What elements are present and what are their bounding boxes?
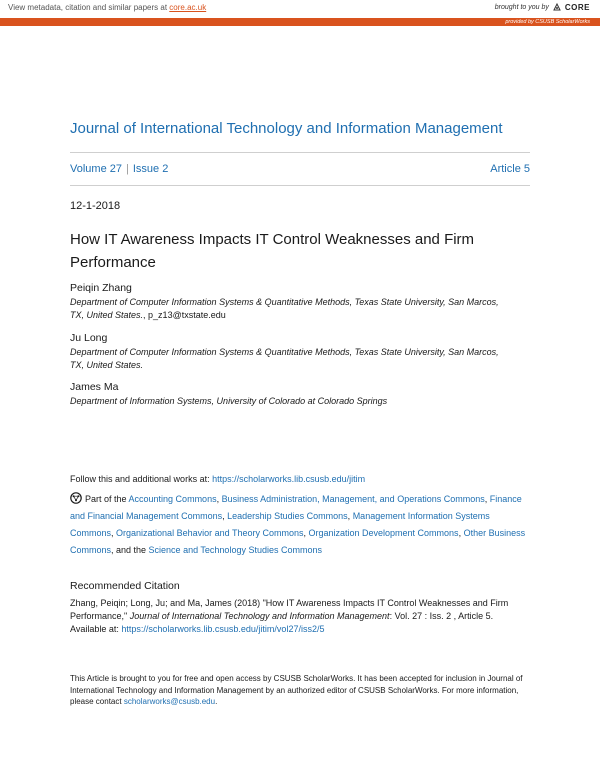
author-name: Peiqin Zhang: [70, 282, 132, 294]
and-the-text: , and the: [111, 545, 149, 555]
core-orange-strip: [0, 18, 600, 26]
issue-link[interactable]: Issue 2: [132, 163, 169, 175]
core-brand: CORE: [564, 2, 590, 12]
citation-text: Zhang, Peiqin; Long, Ju; and Ma, James (2018) "How IT Awareness Impacts IT Control Weaknesses and Firm Performance,": [70, 598, 509, 621]
contact-email-link[interactable]: scholarworks@csusb.edu: [123, 697, 216, 706]
author-name: James Ma: [70, 381, 119, 393]
author-affiliation: [70, 296, 510, 322]
access-notice-end: .: [215, 697, 218, 706]
core-banner: [0, 0, 600, 26]
core-brand-block[interactable]: [495, 2, 590, 12]
commons-link[interactable]: Leadership Studies Commons: [227, 511, 348, 521]
article-title: How IT Awareness Impacts IT Control Weaknesses and Firm Performance: [70, 231, 475, 271]
follow-label: Follow this and additional works at:: [70, 474, 213, 484]
affiliation-text: Department of Computer Information Systems & Quantitative Methods, Texas State University, San Marcos, TX, United States.: [70, 297, 499, 320]
article-link[interactable]: Article 5: [490, 163, 530, 175]
volume-separator: |: [125, 163, 129, 175]
follow-url-link[interactable]: https://scholarworks.lib.csusb.edu/jitim: [212, 474, 366, 484]
commons-link[interactable]: Finance and Financial Management Commons: [70, 494, 522, 521]
disciplines-paragraph: Part of the Accounting Commons, Business Administration, Management, and Operations Commons, Finance and Financial Management Commons, Leadership Studies Commons, Management Information Systems Commons, Organizational Behavior and Theory Commons, Organization Development Commons, Other Business Commons, and the Science and Technology Studies Commons: [70, 494, 526, 555]
follow-line: [70, 474, 365, 484]
volume-row: [70, 163, 530, 175]
recommended-citation-heading: Recommended Citation: [70, 580, 180, 592]
author-affiliation: [70, 395, 510, 408]
commons-link[interactable]: Organization Development Commons: [308, 528, 459, 538]
author-affiliation: [70, 346, 510, 372]
brought-by-text: brought to you by: [494, 3, 549, 11]
divider-bottom: [70, 185, 530, 186]
commons-link[interactable]: Other Business Commons: [70, 528, 526, 555]
commons-link[interactable]: Business Administration, Management, and Operations Commons: [221, 494, 485, 504]
affiliation-text: Department of Information Systems, University of Colorado at Colorado Springs: [70, 396, 388, 406]
available-label: Available at:: [70, 624, 122, 634]
citation-journal: Journal of International Technology and Information Management: [129, 611, 390, 621]
provided-by-text: provided by CSUSB ScholarWorks: [505, 19, 590, 25]
divider-top: [70, 152, 530, 153]
author-email: , p_z13@txstate.edu: [143, 310, 226, 320]
commons-link[interactable]: Management Information Systems Commons: [70, 511, 490, 538]
journal-title-link[interactable]: Journal of International Technology and Information Management: [70, 120, 503, 137]
access-notice-text: This Article is brought to you for free and open access by CSUSB ScholarWorks. It has been accepted for inclusion in Journal of International Technology and Information Management by an authorized editor of CSUSB ScholarWorks. For more information, please contact: [70, 674, 523, 706]
available-url-link[interactable]: https://scholarworks.lib.csusb.edu/jitim/vol27/iss2/5: [121, 624, 325, 634]
citation-volume: : Vol. 27 : Iss. 2 , Article 5.: [389, 611, 494, 621]
affiliation-text: Department of Computer Information Systems & Quantitative Methods, Texas State University, San Marcos, TX, United States.: [70, 347, 499, 370]
volume-link[interactable]: Volume 27: [70, 163, 122, 175]
core-metadata-text: View metadata, citation and similar papers at: [8, 3, 170, 12]
commons-link[interactable]: Accounting Commons: [128, 494, 217, 504]
core-logo-icon: [552, 2, 562, 12]
commons-link[interactable]: Science and Technology Studies Commons: [148, 545, 322, 555]
core-metadata-note: [8, 3, 206, 12]
core-link[interactable]: core.ac.uk: [169, 3, 207, 12]
publication-date: 12-1-2018: [70, 200, 121, 212]
part-of-prefix: Part of the: [85, 494, 129, 504]
commons-link[interactable]: Organizational Behavior and Theory Commons: [116, 528, 304, 538]
access-notice: [70, 673, 530, 708]
recommended-citation-body: [70, 597, 530, 636]
network-share-icon: [70, 492, 82, 504]
author-name: Ju Long: [70, 332, 108, 344]
